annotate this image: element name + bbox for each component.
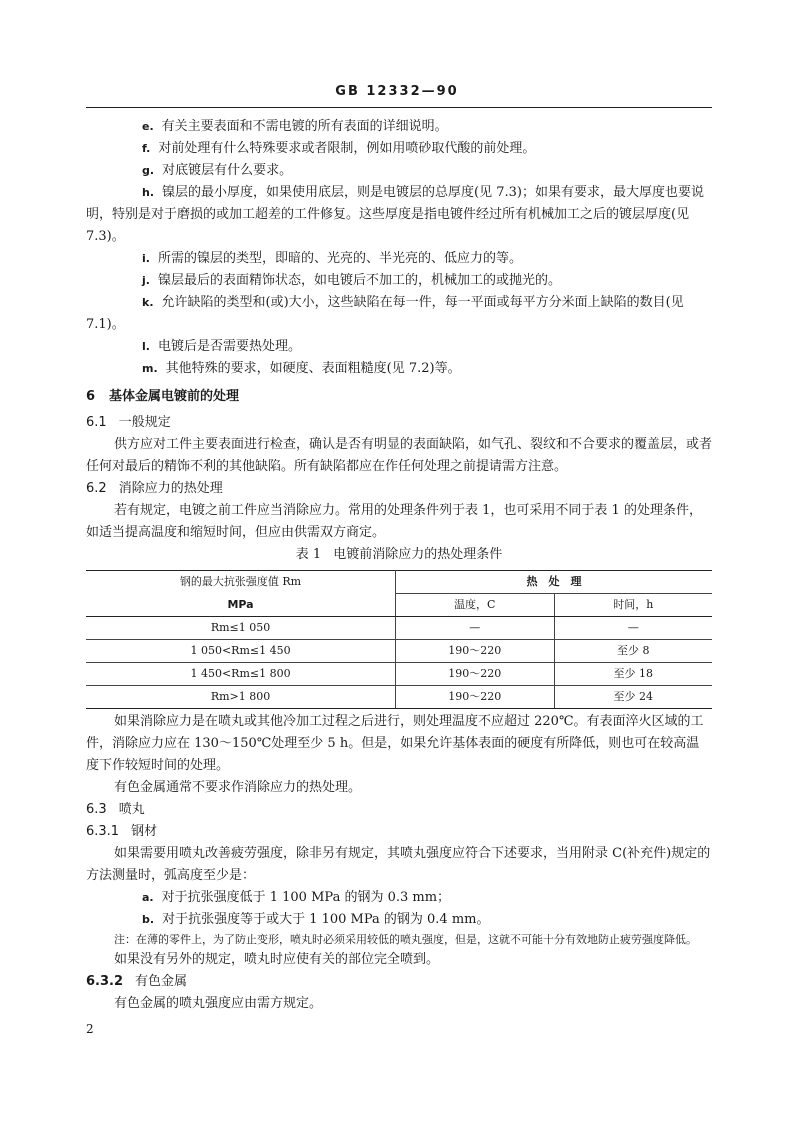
table-header-time: 时间，h [554, 594, 712, 617]
paragraph: 如果需要用喷丸改善疲劳强度，除非另有规定，其喷丸强度应符合下述要求，当用附录 C(补充件)规定的方法测量时，弧高度至少是： [86, 846, 711, 883]
paragraph: 如果消除应力是在喷丸或其他冷加工过程之后进行，则处理温度不应超过 220℃。有表面淬火区域的工件，消除应力应在 130～150℃处理至少 5 h。但是，如果允许基体表面的硬度有所降低，则也可在较高温度下作较短时间的处理。 [86, 714, 704, 773]
cell-temperature: 190～220 [396, 686, 554, 709]
item-marker: m. [142, 362, 158, 375]
table-row [86, 640, 712, 663]
cell-time: 至少 18 [554, 663, 712, 686]
item-text: 对于抗张强度低于 1 100 MPa 的钢为 0.3 mm； [161, 890, 451, 905]
table-row [86, 686, 712, 709]
table-header-heat-treatment: 热 处 理 [396, 571, 712, 594]
cell-strength: 1 050<Rm≤1 450 [86, 640, 396, 663]
item-marker: i. [142, 252, 150, 265]
standard-header: GB 12332—90 [335, 84, 459, 99]
subsection-title: 钢材 [131, 824, 158, 839]
list-item [86, 336, 712, 358]
list-item [86, 887, 712, 909]
subsection-heading [86, 821, 712, 843]
subsection-title: 消除应力的热处理 [118, 481, 223, 496]
paragraph: 如果没有另外的规定，喷丸时应使有关的部位完全喷到。 [114, 952, 440, 967]
list-item [86, 182, 712, 248]
table-header-unit: MPa [86, 594, 396, 617]
subsection-heading [86, 412, 712, 434]
cell-time: — [554, 617, 712, 640]
cell-time: 至少 8 [554, 640, 712, 663]
item-marker: a. [142, 891, 154, 904]
item-marker: j. [142, 274, 150, 287]
subsection-number: 6.2 [86, 481, 107, 496]
item-text: 电镀后是否需要热处理。 [157, 339, 301, 354]
cell-strength: Rm>1 800 [86, 686, 396, 709]
subsection-number: 6.3 [86, 802, 107, 817]
item-text: 有关主要表面和不需电镀的所有表面的详细说明。 [161, 119, 448, 134]
table-row [86, 663, 712, 686]
item-text: 镍层最后的表面精饰状态，如电镀后不加工的，机械加工的或抛光的。 [157, 273, 561, 288]
table-caption [86, 544, 712, 566]
table-row [86, 617, 712, 640]
item-text: 允许缺陷的类型和(或)大小，这些缺陷在每一件，每一平面或每平方分米面上缺陷的数目(见 7.1)。 [86, 295, 684, 332]
cell-temperature: 190～220 [396, 663, 554, 686]
table-number: 表 1 [295, 547, 322, 562]
note: 注：在薄的零件上，为了防止变形，喷丸时必须采用较低的喷丸强度，但是，这就不可能十分有效地防止疲劳强度降低。 [114, 933, 697, 946]
cell-temperature: — [396, 617, 554, 640]
subsection-title: 喷丸 [118, 802, 145, 817]
document-body [86, 116, 712, 1015]
paragraph: 有色金属的喷丸强度应由需方规定。 [114, 996, 323, 1011]
item-text: 镍层的最小厚度，如果使用底层，则是电镀层的总厚度(见 7.3)；如果有要求，最大厚度也要说明，特别是对于磨损的或加工超差的工件修复。这些厚度是指电镀件经过所有机械加工之后的镀层厚度(见 7.3)。 [86, 185, 704, 244]
list-item [86, 160, 712, 182]
table-header-temperature: 温度，C [396, 594, 554, 617]
heat-treatment-table [86, 570, 712, 709]
list-item [86, 116, 712, 138]
section-title: 基体金属电镀前的处理 [109, 389, 240, 404]
item-text: 所需的镍层的类型，即暗的、光亮的、半光亮的、低应力的等。 [157, 251, 522, 266]
list-item [86, 138, 712, 160]
section-number: 6 [86, 389, 96, 404]
subsection-number: 6.3.1 [86, 824, 120, 839]
cell-time: 至少 24 [554, 686, 712, 709]
header-rule [86, 107, 712, 108]
subsection-heading [86, 478, 712, 500]
paragraph: 供方应对工件主要表面进行检查，确认是否有明显的表面缺陷，如气孔、裂纹和不合要求的覆盖层，或者任何对最后的精饰不利的其他缺陷。所有缺陷都应在作任何处理之前提请需方注意。 [86, 437, 713, 474]
list-item [86, 358, 712, 380]
item-text: 其他特殊的要求，如硬度、表面粗糙度(见 7.2)等。 [165, 361, 461, 376]
item-text: 对底镀层有什么要求。 [162, 163, 293, 178]
table-header-strength: 钢的最大抗张强度值 Rm [86, 571, 396, 594]
item-marker: g. [142, 164, 155, 177]
cell-strength: Rm≤1 050 [86, 617, 396, 640]
subsection-title: 一般规定 [118, 415, 171, 430]
item-marker: k. [142, 296, 154, 309]
cell-strength: 1 450<Rm≤1 800 [86, 663, 396, 686]
subsection-number: 6.3.2 [86, 974, 124, 989]
subsection-title: 有色金属 [135, 974, 188, 989]
section-heading [86, 386, 712, 408]
list-item [86, 248, 712, 270]
item-marker: f. [142, 142, 151, 155]
item-marker: e. [142, 120, 154, 133]
item-marker: l. [142, 340, 150, 353]
paragraph: 有色金属通常不要求作消除应力的热处理。 [114, 780, 362, 795]
page-number: 2 [86, 1022, 94, 1036]
subsection-heading [86, 971, 712, 993]
cell-temperature: 190～220 [396, 640, 554, 663]
item-text: 对前处理有什么特殊要求或者限制，例如用喷砂取代酸的前处理。 [158, 141, 536, 156]
item-marker: b. [142, 913, 155, 926]
list-item [86, 292, 712, 336]
table-title: 电镀前消除应力的热处理条件 [333, 547, 503, 562]
list-item [86, 909, 712, 931]
subsection-number: 6.1 [86, 415, 107, 430]
list-item [86, 270, 712, 292]
subsection-heading [86, 799, 712, 821]
item-text: 对于抗张强度等于或大于 1 100 MPa 的钢为 0.4 mm。 [162, 912, 490, 927]
item-marker: h. [142, 186, 155, 199]
paragraph: 若有规定，电镀之前工件应当消除应力。常用的处理条件列于表 1，也可采用不同于表 1 的处理条件，如适当提高温度和缩短时间，但应由供需双方商定。 [86, 503, 702, 540]
